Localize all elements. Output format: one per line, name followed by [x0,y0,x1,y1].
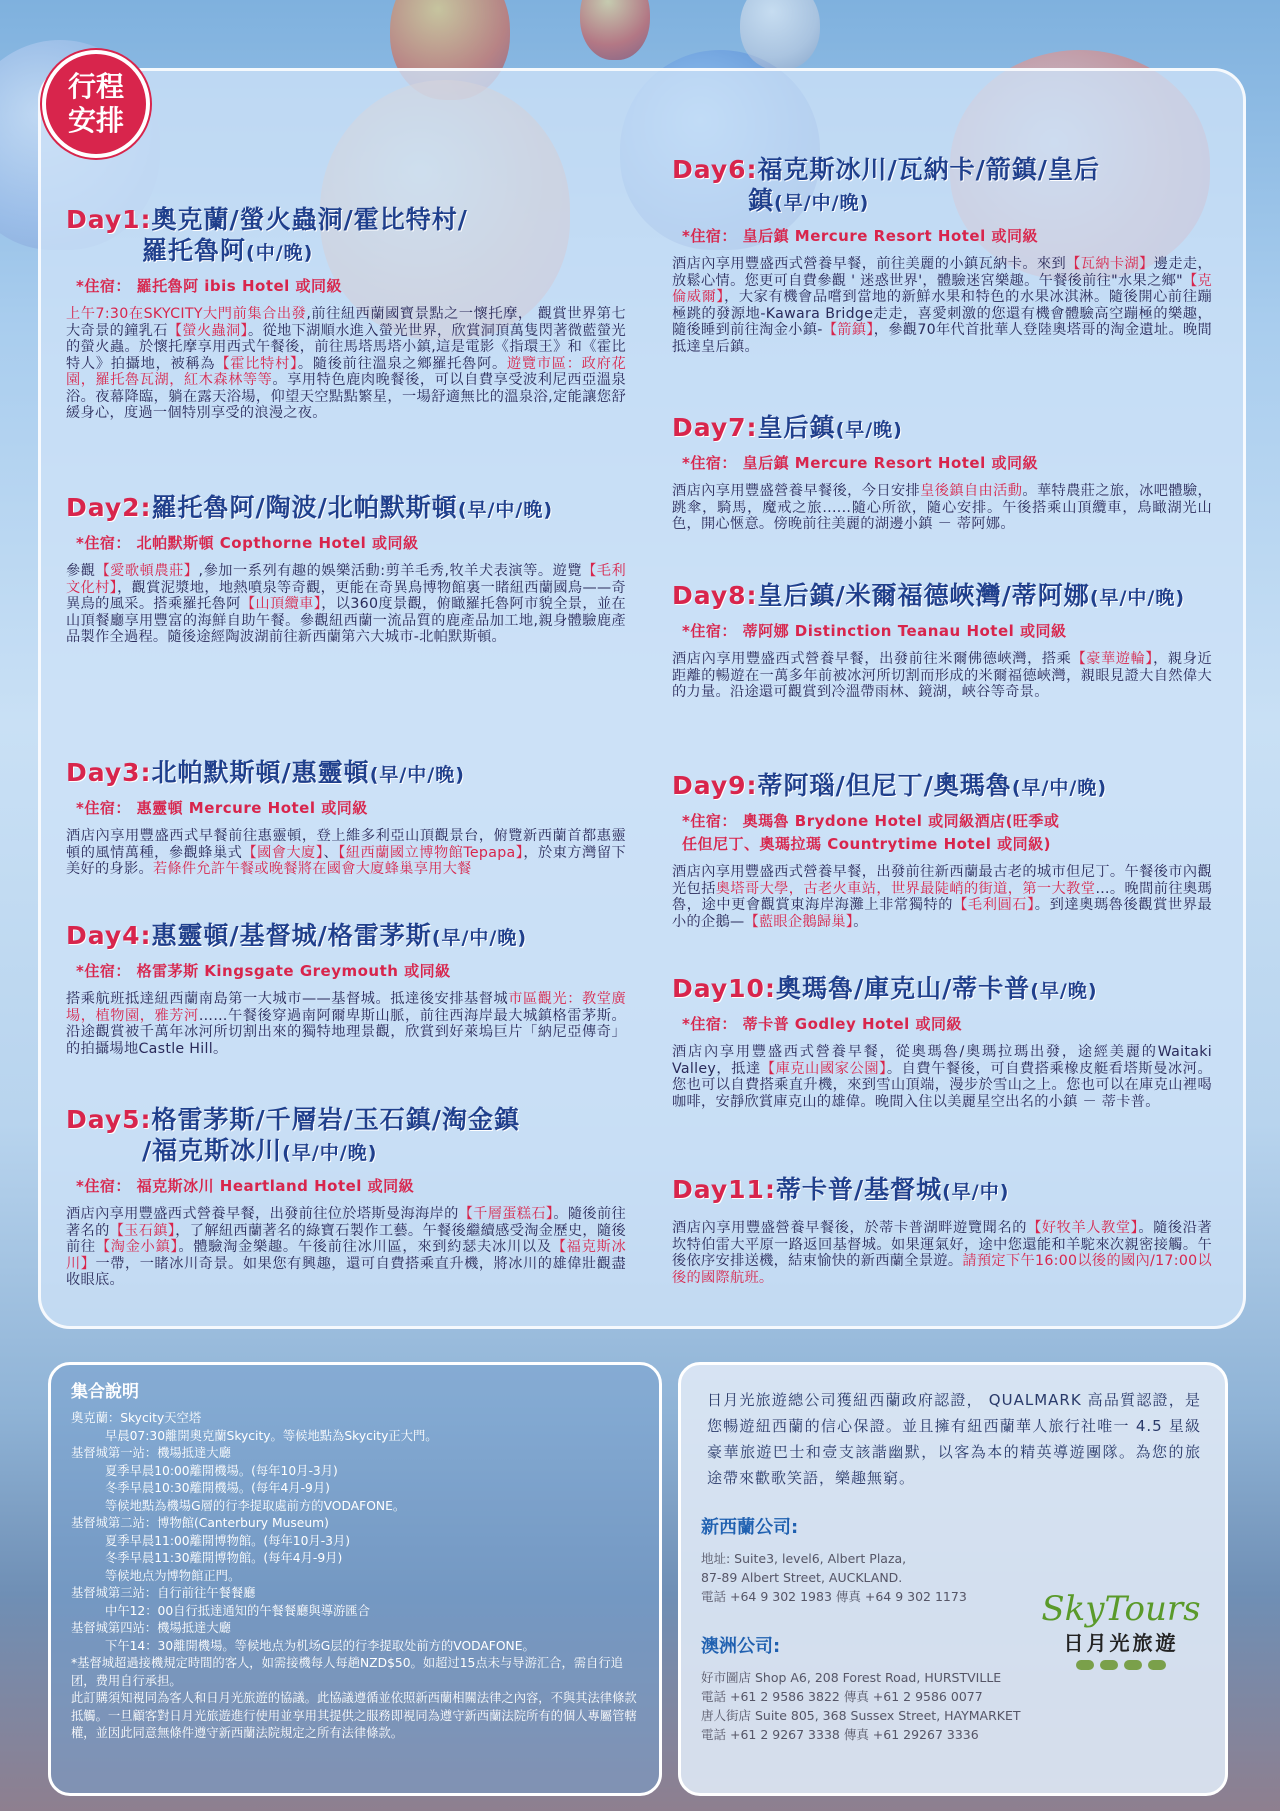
gathering-line: 夏季早晨11:00離開博物館。(每年10月-3月) [105,1533,351,1548]
day-section [66,920,626,1057]
day-section [672,770,1212,930]
description-text: 。自費午餐後，可自費搭乘橡皮艇看塔斯曼冰河。您也可以自費搭乘直升機，來到雪山頂端，漫步於雪山之上。您也可以在庫克山裡喝咖啡，安靜欣賞庫克山的雄偉。晚間入住以美麗星空出名的小鎮 － 蒂卡普。 [672,1060,1212,1110]
day-title [672,973,1212,1007]
balloon-decoration [580,0,650,60]
description-text: 。到達奧瑪魯後觀賞世界最小的企鵝— [672,897,1213,930]
badge-icon [1124,1660,1142,1670]
day-title [66,204,626,235]
description-text: 參觀 [66,563,96,579]
address-line: 87-89 Albert Street, AUCKLAND. [701,1570,903,1585]
day-title [66,757,626,791]
day-title-cont [66,1135,626,1169]
balloon-decoration [740,0,820,70]
description-text: ,參加一系列有趣的娛樂活動:剪羊毛秀,牧羊犬表演等。遊覽 [198,563,583,579]
logo-text-cn: 日月光旅遊 [1063,1631,1179,1655]
day-route: 羅托魯阿/陶波/北帕默斯頓 [151,493,458,522]
gathering-line: 奧克蘭：Skycity天空塔 [71,1411,202,1425]
gathering-line: 冬季早晨10:30離開機場。(每年4月-9月) [105,1481,330,1495]
day-description [66,306,626,422]
day-route: 羅托魯阿 [142,236,247,265]
description-text: ，以360度景觀，俯瞰羅托魯阿市貌全景，並在山頂餐廳享用豐富的海鮮自助午餐。參觀紐西蘭一流品質的鹿產品加工地,親身體驗鹿產品製作全過程。隨後途經陶波湖前往新西蘭第六大城市-北帕默斯頓。 [66,596,627,645]
description-text: 【螢火蟲洞】 [167,322,248,339]
day-title [672,154,1212,185]
day-meals: (早/晚) [1030,980,1098,1002]
day-meals: (早/中/晚) [774,192,870,214]
address-line: 電話 +64 9 302 1983 傳真 +64 9 302 1173 [701,1589,967,1604]
day-title [672,412,1212,446]
description-text: 市區觀光：教堂廣場，植物園，雅芳河 [66,991,626,1024]
day-route: 皇后鎮 [757,413,836,442]
day-number: Day11: [672,1175,776,1204]
day-number: Day8: [672,581,758,610]
day-number: Day6: [672,155,758,184]
day-section [66,204,626,422]
address-line: 地址: Suite3, level6, Albert Plaza, [701,1551,907,1566]
description-text: 【山頂纜車】 [240,596,322,612]
day-description [672,256,1212,355]
address-line: 電話 +61 2 9267 3338 傳真 +61 29267 3336 [701,1727,979,1742]
day-number: Day9: [672,771,758,800]
badge-icon [1100,1660,1118,1670]
hotel-info: *住宿： 福克斯冰川 Heartland Hotel 或同級 [76,1177,415,1195]
description-text: ，大家有機會品嚐到當地的新鮮水果和特色的水果冰淇淋。隨後開心前往蹦極跳的發源地-Kawara Bridge走走，喜愛刺激的您還有機會體驗高空蹦極的樂趣，隨後睡到前往淘金小鎮- [672,289,1212,338]
description-text: 酒店內享用豐盛西式早餐前往惠靈頓，登上維多利亞山頂觀景台，俯覽新西蘭首都惠靈頓的風情萬種，參觀蜂巢式 [66,828,626,861]
gathering-line: 等候地點為機場G層的行李提取處前方的VODAFONE。 [105,1498,406,1513]
gathering-lines [51,1410,659,1743]
description-text: 。體驗淘金樂趣。午後前往冰川區，來到約瑟夫冰川以及 [178,1239,552,1255]
description-text: 【千層蛋糕石】 [458,1206,554,1222]
badge-icon [1076,1660,1094,1670]
description-text: 【霍比特村】 [215,355,298,372]
day-meals: (早/晚) [835,419,903,441]
day-description [672,1220,1212,1286]
description-text: ，親身近距離的暢遊在一萬多年前被冰河所切割而形成的米爾福德峽灣，親眼見證大自然偉大的力量。沿途還可觀賞到冷溫帶雨林、鏡湖，峽谷等奇景。 [672,651,1212,700]
day-title-cont [672,185,1212,219]
logo-text-en: SkyTours [1041,1589,1201,1629]
day-section [672,973,1212,1110]
description-text: 酒店內享用豐盛西式營養早餐，從奧瑪魯/奧瑪拉瑪出發，途經美麗的Waitaki Valley，抵達 [672,1044,1212,1077]
badge-line: 安排 [67,104,124,137]
day-meals: (早/中/晚) [1011,777,1108,799]
hotel-info: *住宿： 皇后鎮 Mercure Resort Hotel 或同級 [682,454,1038,472]
description-text: 【庫克山國家公園】 [760,1060,887,1077]
description-text: ……午餐後穿過南阿爾卑斯山脈，前往西海岸最大城鎮格雷茅斯。沿途觀賞被千萬年冰河所切割出來的獨特地理景觀，欣賞到好萊塢巨片「納尼亞傳奇」的拍攝場地Castle Hill。 [66,1007,627,1057]
description-text: 。從地下湖順水進入螢光世界，欣賞洞頂萬隻閃著微藍螢光的螢火蟲。於懷托摩享用西式午餐後，前往馬塔馬塔小鎮,這是電影《指環王》和《霍比特人》拍攝地，被稱為 [66,322,626,372]
day-title [672,580,1212,614]
day-route: 鎮 [748,186,775,215]
day-number: Day7: [672,413,758,442]
description-text: 。隨後沿著坎特伯雷大平原一路返回基督城。如果運氣好，途中您還能和羊駝來次親密接觸。午後依序安排送機，結束愉快的新西蘭全景遊。 [672,1220,1212,1269]
day-title-cont [66,235,626,269]
day-title [66,920,626,954]
description-text: 【國會大廈】 [242,844,324,861]
day-route: 福克斯冰川/瓦納卡/箭鎮/皇后 [757,155,1100,184]
description-text: 、 [323,844,339,861]
description-text: 遊覽市區：政府花園，羅托魯瓦湖，紅木森林等等 [66,355,626,388]
hotel-info: *住宿： 奧瑪魯 Brydone Hotel 或同級酒店(旺季或 [682,812,1060,830]
day-description [66,1206,626,1289]
day-section [672,1174,1212,1286]
day-number: Day3: [66,758,152,787]
company-info-box [678,1362,1228,1796]
day-description [66,828,626,878]
hotel-info: *住宿： 蒂卡普 Godley Hotel 或同級 [682,1015,963,1033]
gathering-line: 基督城第四站：機場抵達大廳 [71,1621,231,1635]
day-number: Day5: [66,1105,152,1134]
gathering-line: 等候地点为博物館正門。 [105,1568,241,1583]
day-number: Day2: [66,493,152,522]
day-route: 奧瑪魯/庫克山/蒂卡普 [775,974,1031,1003]
description-text: 酒店內享用豐盛西式營養早餐，前往美麗的小鎮瓦納卡。來到 [672,256,1067,272]
description-text: 酒店內享用豐盛西式營養早餐，出發前往米爾佛德峽灣，搭乘 [672,651,1072,667]
gathering-line: *基督城超過接機規定時間的客人，如需接機每人每趟NZD$50。如超过15点未与导游汇合，需自行追团，费用自行承担。 [71,1656,623,1688]
nz-company-title: 新西蘭公司: [701,1517,799,1538]
gathering-line: 冬季早晨11:30離開博物館。(每年4月-9月) [105,1551,343,1565]
gathering-line: 早晨07:30離開奧克蘭Skycity。等候地點為Skycity正大門。 [105,1428,438,1443]
day-description [672,1044,1212,1110]
day-section [66,757,626,878]
description-text: 【玉石鎮】 [109,1222,176,1239]
gathering-title: 集合說明 [71,1382,139,1402]
skytours-logo [1041,1591,1201,1670]
hotel-info: *住宿： 皇后鎮 Mercure Resort Hotel 或同級 [682,227,1038,245]
day-title [672,770,1212,804]
day-meals: (早/中/晚) [1089,587,1186,609]
description-text: 。享用特色鹿肉晚餐後，可以自費享受波利尼西亞溫泉浴。夜幕降臨，躺在露天浴場，仰望天空點點繁星，一場舒適無比的溫泉浴,定能讓您舒緩身心，度過一個特別享受的浪漫之夜。 [66,372,627,421]
day-section [672,580,1212,701]
description-text: ，於東方灣留下美好的身影。 [66,844,627,877]
description-text: 邊走走，放鬆心情。您更可自費參觀 ' 迷惑世界'，體驗迷宮樂趣。午餐後前往"水果之鄉" [672,256,1212,289]
day-meals: (早/中) [942,1181,1010,1203]
description-text: 。隨後前往著名的 [66,1206,626,1239]
description-text: 【紐西蘭國立博物館Tepapa】 [338,844,524,861]
gathering-line: 此訂購須知視同為客人和日月光旅遊的協議。此協議遵循並依照新西蘭相關法律之內容，不與其法律條款抵觸。一旦顧客對日月光旅遊進行使用並享用其提供之服務即視同為遵守新西蘭法院所有的個人專屬管轄權，並因此同意無條件遵守新西蘭法院規定之所有法律條款。 [71,1691,637,1740]
day-number: Day1: [66,205,152,234]
address-line: 電話 +61 2 9586 3822 傳真 +61 2 9586 0077 [701,1689,983,1704]
day-route: 皇后鎮/米爾福德峽灣/蒂阿娜 [757,581,1090,610]
address-line: 唐人街店 Suite 805, 368 Sussex Street, HAYMARKET [701,1708,1021,1723]
certification-badges [1041,1660,1201,1670]
day-description [672,864,1212,930]
day-number: Day4: [66,921,152,950]
description-text: ，觀賞泥漿地，地熱噴泉等奇觀，更能在奇異鳥博物館裏一睹紐西蘭國鳥——奇異鳥的風采。搭乘羅托魯阿 [66,579,626,612]
description-text: …。晚間前往奧瑪魯，途中更會觀賞東海岸海灘上非常獨特的 [672,880,1212,913]
description-text: ，了解紐西蘭著名的綠寶石製作工藝。午餐後繼續感受淘金歷史，隨後前往 [66,1222,626,1255]
description-text: 【愛歌頓農莊】 [95,563,199,579]
description-text: 酒店內享用豐盛營養早餐後，於蒂卡普湖畔遊覽聞名的 [672,1220,1028,1236]
au-company-address [681,1668,1225,1744]
itinerary-badge [42,50,150,158]
day-route: 蒂阿瑙/但尼丁/奧瑪魯 [757,771,1012,800]
hotel-info: *住宿： 羅托魯阿 ibis Hotel 或同級 [76,277,343,295]
description-text: 皇後鎮自由活動 [920,483,1023,499]
company-intro: 日月光旅遊總公司獲紐西蘭政府認證， QUALMARK 高品質認證，是您暢遊紐西蘭的信心保證。並且擁有紐西蘭華人旅行社唯一 4.5 星級豪華旅遊巴士和壹支該諧幽默，以客為本的精英導遊團隊。為您的旅途帶來歡歌笑語，樂趣無窮。 [707,1391,1201,1487]
description-text: 【毛利文化村】 [66,563,626,596]
gathering-line: 基督城第二站：博物館(Canterbury Museum) [71,1516,329,1530]
description-text: 。隨後前往溫泉之鄉羅托魯阿。 [297,355,507,372]
hotel-info: *住宿： 惠靈頓 Mercure Hotel 或同級 [76,799,368,817]
day-section [66,492,626,646]
gathering-info-box [48,1362,662,1796]
day-number: Day10: [672,974,776,1003]
hotel-info: *住宿： 蒂阿娜 Distinction Teanau Hotel 或同級 [682,622,1067,640]
description-text: 【福克斯冰川】 [66,1239,626,1272]
badge-line: 行程 [67,70,124,103]
description-text: 【好牧羊人教堂】 [1027,1220,1139,1236]
day-meals: (早/中/晚) [431,927,528,949]
badge-icon [1148,1660,1166,1670]
description-text: 奧塔哥大學，古老火車站，世界最陡峭的街道，第一大教堂 [715,880,1096,897]
description-text: 酒店內享用豐盛營養早餐後，今日安排 [672,483,921,499]
day-title [66,492,626,526]
day-section [672,412,1212,533]
day-description [672,483,1212,533]
day-description [66,563,626,646]
spacer [672,1208,1212,1220]
day-route: 惠靈頓/基督城/格雷茅斯 [151,921,432,950]
day-title [672,1174,1212,1208]
day-section [672,154,1212,355]
day-route: 蒂卡普/基督城 [775,1175,943,1204]
hotel-info: *住宿： 北帕默斯頓 Copthorne Hotel 或同級 [76,534,419,552]
description-text: 若條件允許午餐或晚餐將在國會大廈蜂巢享用大餐 [152,861,472,877]
description-text: 酒店內享用豐盛西式營養早餐，出發前往新西蘭最古老的城市但尼丁。午餐後市內觀光包括 [672,864,1212,897]
description-text: 【豪華遊輪】 [1071,651,1154,667]
description-text: 【淘金小鎮】 [95,1239,179,1255]
gathering-line: 基督城第一站：機場抵達大廳 [71,1446,231,1460]
day-description [66,991,626,1057]
gathering-line: 夏季早晨10:00離開機場。(每年10月-3月) [105,1463,338,1478]
gathering-line: 中午12：00自行抵達通知的午餐餐廳與導游匯合 [105,1603,370,1618]
description-text: ,前往紐西蘭國寶景點之一懷托摩， 觀賞世界第七大奇景的鐘乳石 [66,306,627,339]
description-text: ，參觀70年代首批華人登陸奧塔哥的淘金遺址。晚間抵達皇后鎮。 [672,322,1212,355]
hotel-info: *住宿： 格雷茅斯 Kingsgate Greymouth 或同級 [76,962,451,980]
description-text: 搭乘航班抵達紐西蘭南島第一大城市——基督城。抵達後安排基督城 [66,991,509,1007]
gathering-line: 下午14：30離開機場。等候地点为机场G层的行李提取处前方的VODAFONE。 [105,1638,535,1653]
address-line: 好市圖店 Shop A6, 208 Forest Road, HURSTVILLE [701,1670,1002,1685]
description-text: 。 [853,913,868,930]
day-meals: (早/中/晚) [457,499,554,521]
description-text: 【克倫威爾】 [672,272,1212,305]
description-text: 【毛利圓石】 [953,897,1035,913]
day-route: 格雷茅斯/千層岩/玉石鎮/淘金鎮 [151,1105,520,1134]
description-text: 【瓦納卡湖】 [1066,256,1154,272]
day-route: /福克斯冰川 [142,1136,283,1165]
au-company-title: 澳洲公司: [701,1636,781,1657]
day-section [66,1104,626,1289]
description-text: 【箭鎮】 [822,322,874,338]
day-title [66,1104,626,1135]
day-route: 奧克蘭/螢火蟲洞/霍比特村/ [151,205,468,234]
day-description [672,651,1212,701]
description-text: 。華特農莊之旅，冰吧體驗，跳傘，騎馬，魔戒之旅......隨心所欲，隨心安排。午後搭乘山頂纜車，鳥瞰湖光山色，開心愜意。傍晚前往美麗的湖邊小鎮 － 蒂阿娜。 [672,483,1212,532]
day-meals: (早/中/晚) [369,764,465,786]
day-meals: (早/中/晚) [282,1142,378,1164]
hotel-info: 任但尼丁、奧瑪拉瑪 Countrytime Hotel 或同級) [682,835,1051,853]
description-text: 上午7:30在SKYCITY大門前集合出發 [66,306,307,322]
description-text: 一帶，一睹冰川奇景。如果您有興趣，還可自費搭乘直升機，將冰川的雄偉壯觀盡收眼底。 [66,1255,626,1288]
day-route: 北帕默斯頓/惠靈頓 [151,758,370,787]
gathering-line: 基督城第三站：自行前往午餐餐廳 [71,1586,256,1600]
description-text: 【藍眼企鵝歸巢】 [744,913,854,930]
description-text: 酒店內享用豐盛西式營養早餐，出發前往位於塔斯曼海海岸的 [66,1206,459,1222]
day-meals: (中/晚) [246,242,314,264]
description-text: 請預定下午16:00以後的國內/17:00以後的國際航班。 [672,1253,1212,1286]
